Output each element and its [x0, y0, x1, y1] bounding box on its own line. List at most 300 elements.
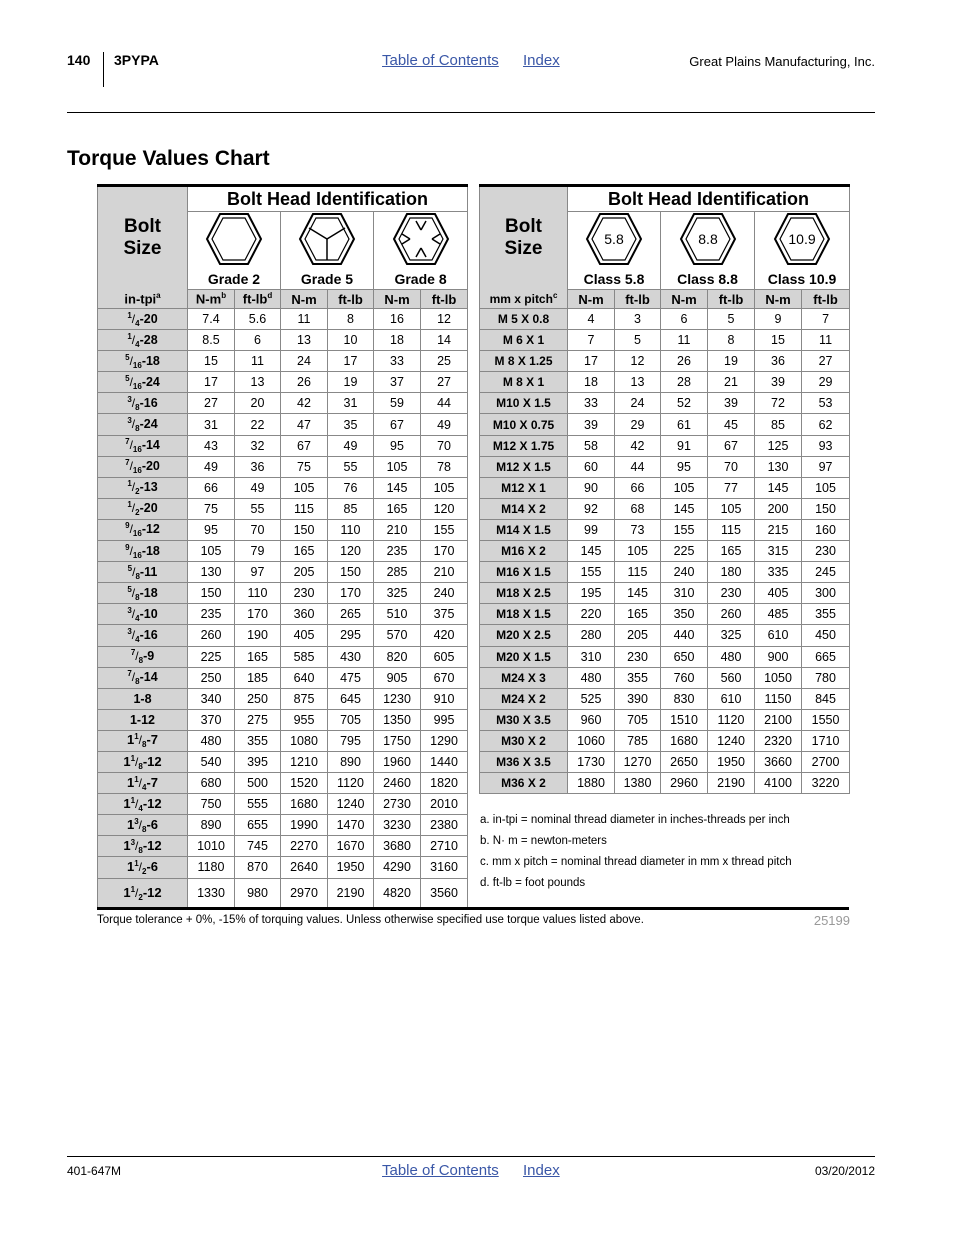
- torque-value-cell: 245: [802, 562, 850, 583]
- torque-value-cell: 155: [421, 519, 468, 540]
- torque-value-cell: 39: [755, 372, 802, 393]
- torque-value-cell: 215: [755, 519, 802, 540]
- torque-value-cell: 29: [615, 414, 661, 435]
- torque-value-cell: 1240: [708, 730, 755, 751]
- torque-value-cell: 95: [374, 435, 421, 456]
- table-row: [98, 730, 468, 751]
- table-row: [480, 583, 850, 604]
- torque-value-cell: 2270: [281, 836, 328, 857]
- torque-value-cell: 1710: [802, 730, 850, 751]
- table-row: [98, 393, 468, 414]
- torque-value-cell: 340: [188, 688, 235, 709]
- bolt-size-cell: $^3/_4-10$: [98, 604, 188, 625]
- torque-value-cell: 19: [328, 372, 374, 393]
- torque-value-cell: 170: [421, 541, 468, 562]
- torque-value-cell: 405: [755, 583, 802, 604]
- col-nm: N-m: [755, 290, 802, 309]
- bolt-size-cell: 1-12: [98, 709, 188, 730]
- table-row: [98, 456, 468, 477]
- torque-value-cell: 55: [328, 456, 374, 477]
- torque-value-cell: 250: [188, 667, 235, 688]
- torque-value-cell: 795: [328, 730, 374, 751]
- torque-value-cell: 85: [755, 414, 802, 435]
- torque-value-cell: 2700: [802, 751, 850, 772]
- torque-value-cell: 2320: [755, 730, 802, 751]
- torque-value-cell: 475: [328, 667, 374, 688]
- torque-value-cell: 97: [235, 562, 281, 583]
- bolt-size-cell: M14 X 1.5: [480, 519, 568, 540]
- bolt-size-cell: M12 X 1: [480, 477, 568, 498]
- torque-value-cell: 1950: [328, 857, 374, 878]
- table-row: [480, 625, 850, 646]
- torque-value-cell: 43: [188, 435, 235, 456]
- torque-value-cell: 210: [374, 519, 421, 540]
- bolt-size-cell: $^1/_4-28$: [98, 330, 188, 351]
- torque-value-cell: 13: [235, 372, 281, 393]
- torque-value-cell: 995: [421, 709, 468, 730]
- model-name: 3PYPA: [114, 52, 159, 68]
- torque-value-cell: 15: [755, 330, 802, 351]
- torque-value-cell: 105: [708, 498, 755, 519]
- bolt-size-cell: $^5/_8-11$: [98, 562, 188, 583]
- torque-value-cell: 120: [421, 498, 468, 519]
- table-row: [480, 667, 850, 688]
- torque-value-cell: 1120: [328, 773, 374, 794]
- torque-value-cell: 70: [421, 435, 468, 456]
- table-row: [98, 583, 468, 604]
- torque-value-cell: 980: [235, 878, 281, 908]
- torque-value-cell: 2380: [421, 815, 468, 836]
- table-row: [98, 309, 468, 330]
- torque-value-cell: 165: [708, 541, 755, 562]
- torque-value-cell: 59: [374, 393, 421, 414]
- torque-value-cell: 6: [661, 309, 708, 330]
- company-name: Great Plains Manufacturing, Inc.: [689, 54, 875, 69]
- torque-value-cell: 115: [281, 498, 328, 519]
- class-8-8-hex-icon: [661, 212, 755, 270]
- torque-value-cell: 350: [661, 604, 708, 625]
- torque-value-cell: 4100: [755, 773, 802, 794]
- table-row: [480, 562, 850, 583]
- torque-value-cell: 420: [421, 625, 468, 646]
- torque-value-cell: 105: [281, 477, 328, 498]
- torque-value-cell: 185: [235, 667, 281, 688]
- torque-value-cell: 13: [281, 330, 328, 351]
- torque-value-cell: 49: [235, 477, 281, 498]
- col-ftlb: ft-lb: [708, 290, 755, 309]
- torque-value-cell: 1990: [281, 815, 328, 836]
- torque-value-cell: 21: [708, 372, 755, 393]
- torque-value-cell: 3660: [755, 751, 802, 772]
- bolt-size-cell: M24 X 3: [480, 667, 568, 688]
- torque-value-cell: 4290: [374, 857, 421, 878]
- torque-value-cell: 645: [328, 688, 374, 709]
- torque-value-cell: 44: [421, 393, 468, 414]
- torque-value-cell: 2650: [661, 751, 708, 772]
- table-row: [480, 435, 850, 456]
- torque-value-cell: 205: [615, 625, 661, 646]
- bolt-size-cell: M 6 X 1: [480, 330, 568, 351]
- torque-value-cell: 2730: [374, 794, 421, 815]
- torque-value-cell: 25: [421, 351, 468, 372]
- torque-value-cell: 18: [568, 372, 615, 393]
- bolt-size-cell: $^5/_{16}-24$: [98, 372, 188, 393]
- torque-value-cell: 16: [374, 309, 421, 330]
- torque-value-cell: 73: [615, 519, 661, 540]
- torque-value-cell: 555: [235, 794, 281, 815]
- header-toc-link[interactable]: Table of Contents: [382, 52, 499, 69]
- footer-toc-link[interactable]: Table of Contents: [382, 1162, 499, 1179]
- torque-value-cell: 11: [281, 309, 328, 330]
- table-row: [480, 730, 850, 751]
- torque-value-cell: 485: [755, 604, 802, 625]
- torque-value-cell: 105: [802, 477, 850, 498]
- table-row: [98, 372, 468, 393]
- torque-value-cell: 1510: [661, 709, 708, 730]
- torque-value-cell: 75: [188, 498, 235, 519]
- table-row: [98, 414, 468, 435]
- torque-value-cell: 1950: [708, 751, 755, 772]
- footer-index-link[interactable]: Index: [523, 1162, 560, 1179]
- grade-8-hex-icon: [374, 212, 468, 270]
- table-row: [98, 435, 468, 456]
- torque-value-cell: 44: [615, 456, 661, 477]
- torque-value-cell: 845: [802, 688, 850, 709]
- torque-value-cell: 95: [188, 519, 235, 540]
- torque-value-cell: 955: [281, 709, 328, 730]
- doc-number: 401-647M: [67, 1164, 122, 1178]
- torque-value-cell: 66: [615, 477, 661, 498]
- torque-value-cell: 1550: [802, 709, 850, 730]
- torque-value-cell: 11: [802, 330, 850, 351]
- torque-value-cell: 1050: [755, 667, 802, 688]
- torque-value-cell: 285: [374, 562, 421, 583]
- torque-value-cell: 150: [328, 562, 374, 583]
- torque-value-cell: 165: [235, 646, 281, 667]
- table-row: [98, 562, 468, 583]
- table-row: [480, 393, 850, 414]
- torque-value-cell: 2010: [421, 794, 468, 815]
- table-row: [98, 751, 468, 772]
- table-row: [98, 604, 468, 625]
- torque-value-cell: 145: [661, 498, 708, 519]
- torque-value-cell: 155: [568, 562, 615, 583]
- bolt-size-cell: $1^1/_4-12$: [98, 794, 188, 815]
- torque-value-cell: 200: [755, 498, 802, 519]
- torque-value-cell: 105: [615, 541, 661, 562]
- torque-value-cell: 15: [188, 351, 235, 372]
- bolt-head-id-heading: Bolt Head Identification: [568, 186, 850, 212]
- bolt-size-cell: M 8 X 1: [480, 372, 568, 393]
- bolt-size-cell: M12 X 1.5: [480, 456, 568, 477]
- page-title: Torque Values Chart: [67, 147, 270, 170]
- torque-value-cell: 37: [374, 372, 421, 393]
- torque-value-cell: 480: [708, 646, 755, 667]
- bolt-size-cell: $^9/_{16}-12$: [98, 519, 188, 540]
- torque-value-cell: 160: [802, 519, 850, 540]
- grade-2-label: Grade 2: [188, 270, 281, 290]
- torque-value-cell: 2100: [755, 709, 802, 730]
- class-5-8-label: Class 5.8: [568, 270, 661, 290]
- torque-value-cell: 405: [281, 625, 328, 646]
- torque-value-cell: 49: [328, 435, 374, 456]
- torque-value-cell: 7: [568, 330, 615, 351]
- torque-value-cell: 60: [568, 456, 615, 477]
- torque-value-cell: 28: [661, 372, 708, 393]
- torque-value-cell: 1820: [421, 773, 468, 794]
- table-row: [480, 519, 850, 540]
- torque-value-cell: 6: [235, 330, 281, 351]
- torque-value-cell: 31: [188, 414, 235, 435]
- torque-value-cell: 3560: [421, 878, 468, 908]
- bolt-size-cell: $^5/_{16}-18$: [98, 351, 188, 372]
- torque-value-cell: 145: [568, 541, 615, 562]
- torque-value-cell: 230: [281, 583, 328, 604]
- torque-value-cell: 1880: [568, 773, 615, 794]
- torque-value-cell: 165: [374, 498, 421, 519]
- torque-value-cell: 705: [615, 709, 661, 730]
- torque-value-cell: 13: [615, 372, 661, 393]
- torque-value-cell: 610: [755, 625, 802, 646]
- table-row: [98, 688, 468, 709]
- torque-value-cell: 3160: [421, 857, 468, 878]
- torque-value-cell: 1060: [568, 730, 615, 751]
- bolt-size-cell: M30 X 3.5: [480, 709, 568, 730]
- table-row: [480, 709, 850, 730]
- torque-value-cell: 110: [235, 583, 281, 604]
- torque-value-cell: 170: [328, 583, 374, 604]
- bolt-size-cell: M20 X 2.5: [480, 625, 568, 646]
- torque-value-cell: 525: [568, 688, 615, 709]
- torque-value-cell: 1120: [708, 709, 755, 730]
- bolt-size-cell: M18 X 2.5: [480, 583, 568, 604]
- torque-value-cell: 1150: [755, 688, 802, 709]
- imperial-torque-table: [97, 184, 468, 909]
- torque-value-cell: 5.6: [235, 309, 281, 330]
- torque-value-cell: 745: [235, 836, 281, 857]
- torque-value-cell: 75: [281, 456, 328, 477]
- torque-value-cell: 480: [568, 667, 615, 688]
- torque-value-cell: 70: [708, 456, 755, 477]
- col-nm: N-m: [281, 290, 328, 309]
- torque-value-cell: 1240: [328, 794, 374, 815]
- torque-value-cell: 430: [328, 646, 374, 667]
- footnote-b: b. N· m = newton-meters: [480, 835, 607, 847]
- torque-value-cell: 150: [281, 519, 328, 540]
- torque-value-cell: 17: [328, 351, 374, 372]
- torque-value-cell: 2710: [421, 836, 468, 857]
- torque-value-cell: 78: [421, 456, 468, 477]
- torque-value-cell: 36: [235, 456, 281, 477]
- torque-value-cell: 3220: [802, 773, 850, 794]
- bolt-size-cell: M24 X 2: [480, 688, 568, 709]
- col-ftlb: ft-lb: [615, 290, 661, 309]
- torque-value-cell: 49: [188, 456, 235, 477]
- footnote-d: d. ft-lb = foot pounds: [480, 877, 586, 889]
- torque-value-cell: 105: [188, 541, 235, 562]
- footer-rule: [67, 1156, 875, 1157]
- torque-value-cell: 610: [708, 688, 755, 709]
- bolt-size-cell: M16 X 2: [480, 541, 568, 562]
- torque-value-cell: 335: [755, 562, 802, 583]
- torque-value-cell: 225: [661, 541, 708, 562]
- torque-value-cell: 260: [188, 625, 235, 646]
- torque-value-cell: 500: [235, 773, 281, 794]
- torque-value-cell: 32: [235, 435, 281, 456]
- class-8-8-label: Class 8.8: [661, 270, 755, 290]
- metric-torque-table: [479, 184, 850, 794]
- col-ftlb: ft-lb: [802, 290, 850, 309]
- torque-value-cell: 7: [802, 309, 850, 330]
- torque-value-cell: 1380: [615, 773, 661, 794]
- torque-value-cell: 220: [568, 604, 615, 625]
- torque-value-cell: 72: [755, 393, 802, 414]
- torque-value-cell: 120: [328, 541, 374, 562]
- torque-value-cell: 105: [374, 456, 421, 477]
- torque-value-cell: 1470: [328, 815, 374, 836]
- torque-value-cell: 585: [281, 646, 328, 667]
- bolt-size-cell: M36 X 2: [480, 773, 568, 794]
- col-ftlb: ft-lb: [328, 290, 374, 309]
- grade-5-hex-icon: [281, 212, 374, 270]
- torque-value-cell: 145: [615, 583, 661, 604]
- torque-value-cell: 27: [802, 351, 850, 372]
- torque-value-cell: 2460: [374, 773, 421, 794]
- torque-value-cell: 395: [235, 751, 281, 772]
- table-row: [480, 773, 850, 794]
- torque-value-cell: 1210: [281, 751, 328, 772]
- table-row: [98, 351, 468, 372]
- torque-value-cell: 440: [661, 625, 708, 646]
- bolt-size-heading: Bolt Size: [98, 186, 188, 290]
- torque-value-cell: 26: [281, 372, 328, 393]
- torque-value-cell: 780: [802, 667, 850, 688]
- torque-value-cell: 17: [568, 351, 615, 372]
- torque-value-cell: 11: [235, 351, 281, 372]
- torque-value-cell: 67: [281, 435, 328, 456]
- torque-value-cell: 325: [708, 625, 755, 646]
- torque-value-cell: 53: [802, 393, 850, 414]
- torque-value-cell: 150: [188, 583, 235, 604]
- table-row: [480, 477, 850, 498]
- torque-value-cell: 230: [615, 646, 661, 667]
- bolt-size-cell: $^7/_8-9$: [98, 646, 188, 667]
- bolt-size-cell: $^1/_4-20$: [98, 309, 188, 330]
- torque-value-cell: 10: [328, 330, 374, 351]
- torque-value-cell: 115: [708, 519, 755, 540]
- torque-value-cell: 105: [421, 477, 468, 498]
- torque-value-cell: 145: [755, 477, 802, 498]
- torque-value-cell: 180: [708, 562, 755, 583]
- bolt-size-cell: $^7/_{16}-14$: [98, 435, 188, 456]
- torque-value-cell: 170: [235, 604, 281, 625]
- footer-date: 03/20/2012: [814, 1164, 875, 1178]
- torque-value-cell: 960: [568, 709, 615, 730]
- bolt-size-cell: $^3/_8-24$: [98, 414, 188, 435]
- torque-value-cell: 22: [235, 414, 281, 435]
- torque-value-cell: 265: [328, 604, 374, 625]
- footnote-a: a. in-tpi = nominal thread diameter in inches-threads per inch: [480, 814, 790, 826]
- torque-value-cell: 560: [708, 667, 755, 688]
- svg-text:5.8: 5.8: [604, 231, 624, 248]
- torque-value-cell: 24: [281, 351, 328, 372]
- torque-value-cell: 240: [661, 562, 708, 583]
- table-row: [480, 456, 850, 477]
- torque-value-cell: 705: [328, 709, 374, 730]
- table-bottom-rule: [97, 907, 849, 910]
- table-row: [480, 541, 850, 562]
- torque-value-cell: 235: [374, 541, 421, 562]
- torque-value-cell: 1520: [281, 773, 328, 794]
- table-row: [98, 477, 468, 498]
- torque-value-cell: 325: [374, 583, 421, 604]
- torque-value-cell: 750: [188, 794, 235, 815]
- torque-value-cell: 35: [328, 414, 374, 435]
- grade-2-hex-icon: [188, 212, 281, 270]
- torque-value-cell: 125: [755, 435, 802, 456]
- torque-value-cell: 310: [568, 646, 615, 667]
- torque-value-cell: 1680: [281, 794, 328, 815]
- torque-value-cell: 8: [328, 309, 374, 330]
- class-10-9-hex-icon: [755, 212, 850, 270]
- torque-value-cell: 250: [235, 688, 281, 709]
- torque-value-cell: 1010: [188, 836, 235, 857]
- torque-value-cell: 1330: [188, 878, 235, 908]
- bolt-size-cell: $1^1/_2-12$: [98, 878, 188, 908]
- reference-number: 25199: [813, 913, 850, 928]
- torque-value-cell: 210: [421, 562, 468, 583]
- torque-value-cell: 655: [235, 815, 281, 836]
- torque-value-cell: 29: [802, 372, 850, 393]
- torque-value-cell: 830: [661, 688, 708, 709]
- torque-value-cell: 67: [374, 414, 421, 435]
- torque-value-cell: 910: [421, 688, 468, 709]
- torque-value-cell: 45: [708, 414, 755, 435]
- bolt-size-cell: M36 X 3.5: [480, 751, 568, 772]
- size-unit-label: mm x pitch$^c$: [480, 290, 568, 309]
- bolt-size-cell: M 8 X 1.25: [480, 351, 568, 372]
- torque-value-cell: 195: [568, 583, 615, 604]
- torque-value-cell: 3230: [374, 815, 421, 836]
- torque-value-cell: 85: [328, 498, 374, 519]
- bolt-size-cell: $^7/_8-14$: [98, 667, 188, 688]
- torque-value-cell: 2190: [708, 773, 755, 794]
- torque-value-cell: 76: [328, 477, 374, 498]
- torque-value-cell: 97: [802, 456, 850, 477]
- torque-value-cell: 17: [188, 372, 235, 393]
- torque-value-cell: 47: [281, 414, 328, 435]
- table-row: [480, 751, 850, 772]
- page-number: 140: [67, 52, 91, 68]
- table-row: [480, 604, 850, 625]
- torque-value-cell: 875: [281, 688, 328, 709]
- torque-value-cell: 49: [421, 414, 468, 435]
- table-row: [480, 688, 850, 709]
- bolt-size-cell: $^3/_4-16$: [98, 625, 188, 646]
- torque-value-cell: 8: [708, 330, 755, 351]
- torque-value-cell: 70: [235, 519, 281, 540]
- table-row: [98, 836, 468, 857]
- torque-value-cell: 1670: [328, 836, 374, 857]
- bolt-size-cell: $1^1/_8-7$: [98, 730, 188, 751]
- table-row: [98, 815, 468, 836]
- torque-value-cell: 19: [708, 351, 755, 372]
- header-index-link[interactable]: Index: [523, 52, 560, 69]
- torque-value-cell: 90: [568, 477, 615, 498]
- torque-value-cell: 8.5: [188, 330, 235, 351]
- table-row: [480, 330, 850, 351]
- grade-5-label: Grade 5: [281, 270, 374, 290]
